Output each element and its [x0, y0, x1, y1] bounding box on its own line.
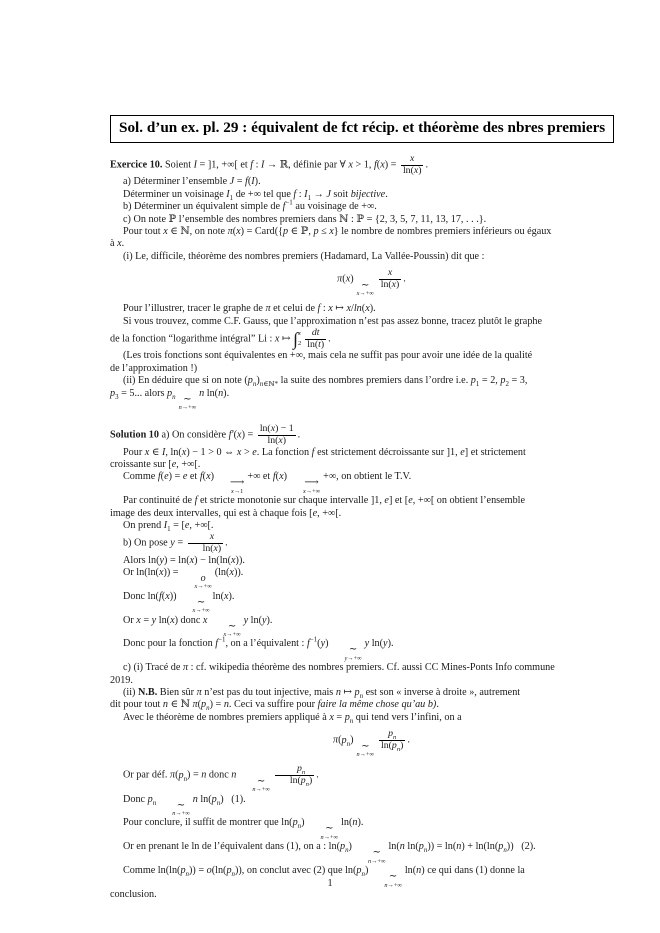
text-line: c) (i) Tracé de π : cf. wikipedia théorème des nombres premiers. Cf. aussi CC Mines-Ponts Info commune — [123, 662, 555, 674]
text-line: c) On note ℙ l’ensemble des nombres premiers dans ℕ : ℙ = {2, 3, 5, 7, 11, 13, 17, . . .}. — [123, 213, 487, 225]
text-line: $p_3 = 5$... alors $p_n$ ∼ n→+∞ n ln(n). — [110, 387, 230, 412]
text-line: (ii) N.B. Bien sûr π n’est pas du tout injective, mais n ↦ $p_n$ est son « inverse à droite », autrement — [123, 686, 521, 701]
text-line: Comme $\ln(\ln(p_n)) = o(\ln(p_n))$, on conclut avec (2) que $\ln(p_n)$ ∼ n→+∞ ln(n) ce qui dans (1) donne la — [123, 865, 525, 889]
text-line: b) Déterminer un équivalent simple de $f^{-1}$ au voisinage de +∞. — [123, 199, 377, 213]
text-line: Par continuité de f et stricte monotonie sur chaque intervalle ]1, e] et [e, +∞[ on obtient l’ensemble — [123, 495, 526, 507]
text-line: $\pi(p_n)$ ∼ n→+∞ $\frac{p_n}{\ln(p_n)}$ . — [333, 728, 410, 759]
text-line: Donc ln(f(x)) ∼ x→+∞ ln(x). — [123, 590, 235, 615]
text-line: de la fonction “logarithme intégral” Li : x ↦ ∫ x 2 $\frac{dt}{\ln(t)}$ . — [110, 327, 331, 350]
text-line: à x. — [110, 238, 125, 250]
text-line: Or par déf. $\pi(p_n) = n$ donc n ∼ n→+∞ $\frac{p_n}{\ln(p_n)}$ . — [123, 763, 319, 794]
text-line: b) On pose y = $\frac{x}{\ln(x)}$ . — [123, 531, 228, 554]
text-line: Comme f(e) = e et f(x) ⟶ x→1 +∞ et f(x) ⟶ x→+∞ +∞, on obtient le T.V. — [123, 471, 412, 495]
text-line: (i) Le, difficile, théorème des nombres premiers (Hadamard, La Vallée-Poussin) dit que : — [123, 250, 485, 262]
text-line: Donc pour la fonction $f^{-1}$, on a l’équivalent : $f^{-1}(y)$ ∼ y→+∞ y ln(y). — [123, 636, 394, 662]
text-line: Or ln(ln(x)) = o x→+∞ (ln(x)). — [123, 566, 244, 591]
text-line: π(x) ∼ x→+∞ $\frac{x}{\ln(x)}$ . — [337, 267, 406, 298]
text-line: (ii) En déduire que si on note $(p_n)_{n\in ℕ*}$ la suite des nombres premiers dans l’ordre i.e. $p_1 = 2$, $p_2 = 3$, — [123, 375, 528, 389]
text-line: Pour conclure, il suffit de montrer que $\ln(p_n)$ ∼ n→+∞ ln(n). — [123, 817, 364, 841]
page-content — [110, 115, 633, 901]
text-line: (Les trois fonctions sont équivalentes en +∞, mais cela ne suffit pas pour avoir une idée de la qualité — [123, 350, 533, 362]
text-line: Avec le théorème de nombres premiers appliqué à $x = p_n$ qui tend vers l’infini, on a — [123, 711, 462, 725]
document-title-box — [110, 115, 614, 143]
text-line: On prend $I_1 = [e$, +∞[. — [123, 520, 214, 534]
page-number: 1 — [327, 878, 333, 889]
text-line: Or x = y ln(x) donc x ∼ x→+∞ y ln(y). — [123, 614, 273, 639]
text-line: Donc $p_n$ ∼ n→+∞ n $\ln(p_n)$ (1). — [123, 793, 246, 818]
text-line: Or en prenant le ln de l’équivalent dans (1), on a : $\ln(p_n)$ ∼ n→+∞ ln(n $\ln(p_n)) = \ln(n) + \ln(\ln(p_n))$ (2). — [123, 841, 536, 865]
text-line: croissante sur [e, +∞[. — [110, 459, 201, 470]
text-line: Pour l’illustrer, tracer le graphe de π et celui de f : x ↦ x/ln(x). — [123, 303, 376, 315]
text-line: Si vous trouvez, comme C.F. Gauss, que l’approximation n’est pas assez bonne, tracez plutôt le graphe — [123, 315, 543, 327]
solution-block — [110, 424, 633, 901]
text-line: conclusion. — [110, 888, 157, 900]
document-title: Sol. d’un ex. pl. 29 : équivalent de fct récip. et théorème des nbres premiers — [119, 119, 606, 136]
text-line: de l’approximation !) — [110, 362, 198, 374]
text-line: a) Déterminer l’ensemble J = f(I). — [123, 176, 261, 188]
exercise-block — [110, 154, 633, 411]
text-line: Exercice 10. Soient I = ]1, +∞[ et f : I → ℝ, définie par ∀ x > 1, f(x) = $\frac{x}{\ln(x)}$ . — [110, 153, 429, 176]
text-line: Déterminer un voisinage $I_1$ de +∞ tel que f : $I_1 \to J$ soit bijective. — [123, 188, 388, 202]
text-line: image des deux intervalles, qui est à chaque fois [e, +∞[. — [110, 507, 342, 519]
text-line: Solution 10 a) On considère f′(x) = $\frac{\ln(x) - 1}{\ln(x)}$ . — [110, 423, 301, 447]
text-line: dit pour tout n ∈ ℕ $\pi(p_n) = n$. Ceci va suffire pour faire la même chose qu’au b). — [110, 699, 439, 713]
text-line: Alors ln(y) = ln(x) − ln(ln(x)). — [123, 554, 245, 566]
text-line: Pour tout x ∈ ℕ, on note π(x) = Card({p ∈ ℙ, p ≤ x} le nombre de nombres premiers inférieurs ou égaux — [123, 226, 552, 238]
text-line: Pour x ∈ I, ln(x) − 1 > 0 ⇔ x > e. La fonction f est strictement décroissante sur ]1, e] et strictement — [123, 446, 526, 458]
text-line: 2019. — [110, 674, 133, 686]
